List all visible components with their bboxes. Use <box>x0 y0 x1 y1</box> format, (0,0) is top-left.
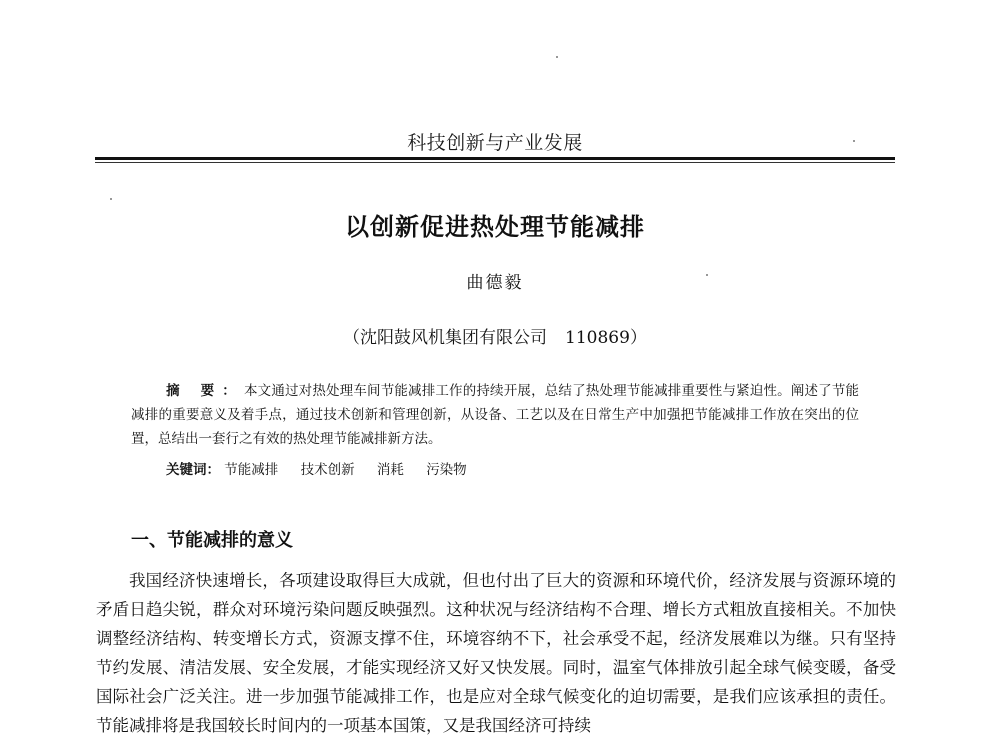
header-rule-thick <box>95 157 895 160</box>
section-heading: 一、节能减排的意义 <box>131 530 293 551</box>
abstract <box>131 379 859 451</box>
abstract-text: 本文通过对热处理车间节能减排工作的持续开展，总结了热处理节能减排重要性与紧迫性。阐述了节能减排的重要意义及着手点，通过技术创新和管理创新，从设备、工艺以及在日常生产中加强把节能减排工作放在突出的位置，总结出一套行之有效的热处理节能减排新方法。 <box>131 383 860 447</box>
abstract-label: 摘 要： <box>166 383 244 399</box>
keyword-item: 消耗 <box>376 462 404 478</box>
keywords-label: 关键词： <box>166 462 220 478</box>
keyword-item: 技术创新 <box>300 462 355 478</box>
keyword-item: 污染物 <box>426 462 467 478</box>
body-text <box>96 566 896 740</box>
affiliation-name: （沈阳鼓风机集团有限公司 <box>343 328 548 348</box>
author-affiliation <box>95 323 895 348</box>
author-name: 曲德毅 <box>466 273 524 293</box>
scan-speck <box>110 198 112 200</box>
running-header: 科技创新与产业发展 <box>407 132 583 154</box>
header-rule-thin <box>95 162 895 163</box>
postal-code: 110869） <box>565 328 647 348</box>
keyword-item: 节能减排 <box>224 462 279 478</box>
scan-speck <box>853 140 855 142</box>
scan-speck <box>706 274 708 276</box>
scan-speck <box>556 56 558 58</box>
body-paragraph: 我国经济快速增长，各项建设取得巨大成就，但也付出了巨大的资源和环境代价，经济发展与资源环境的矛盾日趋尖锐，群众对环境污染问题反映强烈。这种状况与经济结构不合理、增长方式粗放直接相关。不加快调整经济结构、转变增长方式，资源支撑不住，环境容纳不下，社会承受不起，经济发展难以为继。只有坚持节约发展、清洁发展、安全发展，才能实现经济又好又快发展。同时，温室气体排放引起全球气候变暖，备受国际社会广泛关注。进一步加强节能减排工作，也是应对全球气候变化的迫切需要，是我们应该承担的责任。节能减排将是我国较长时间内的一项基本国策，又是我国经济可持续 <box>96 571 896 735</box>
keywords <box>166 458 856 478</box>
paper-title: 以创新促进热处理节能减排 <box>345 213 645 241</box>
